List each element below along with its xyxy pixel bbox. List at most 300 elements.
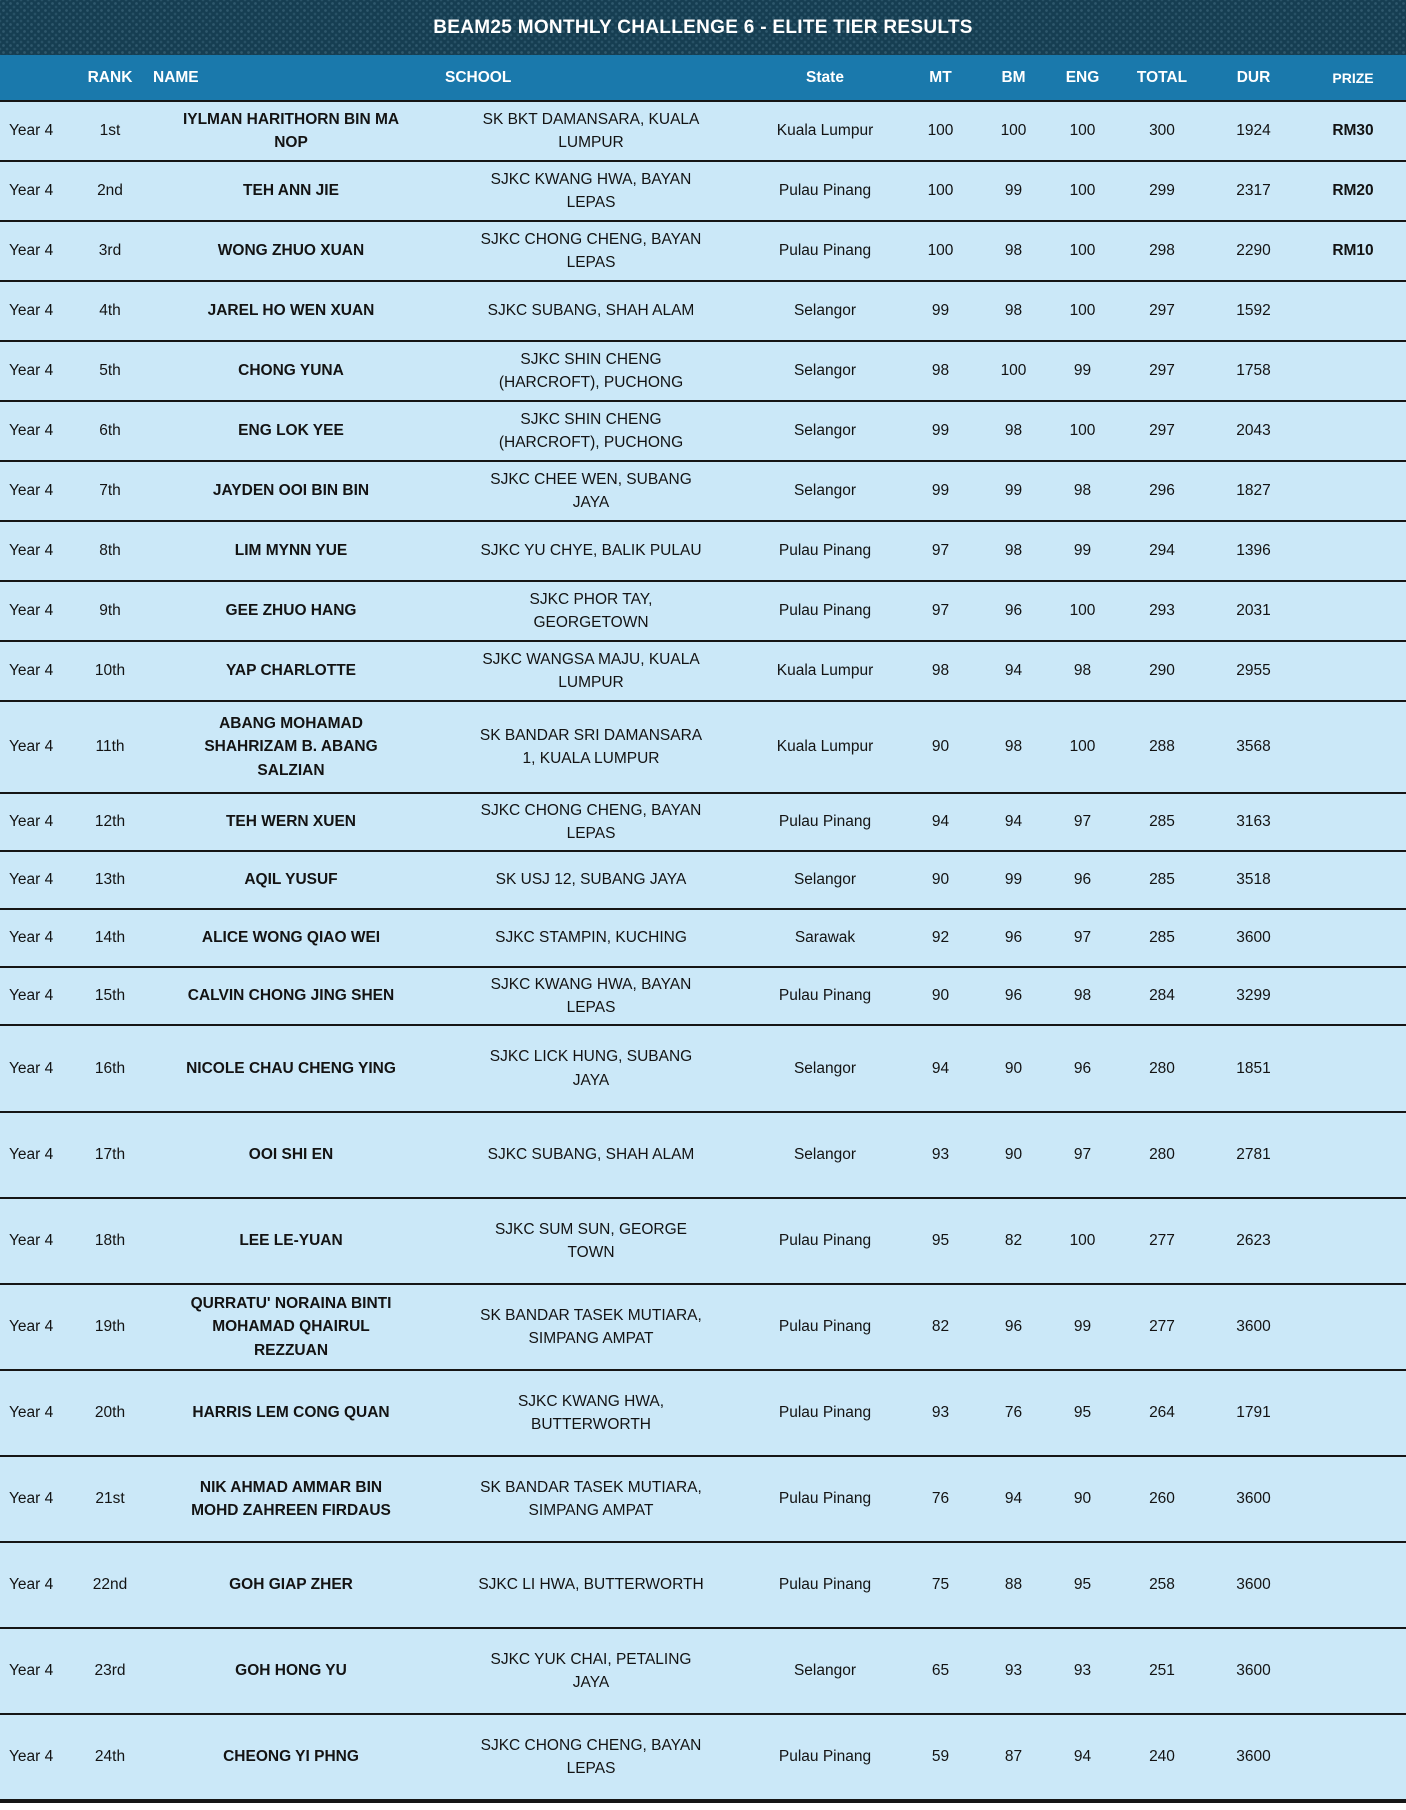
cell-eng: 94 — [1073, 1748, 1092, 1766]
cell-rank: 9th — [99, 602, 121, 620]
cell-dur: 3600 — [1236, 1576, 1271, 1594]
cell-name: CALVIN CHONG JING SHEN — [187, 987, 395, 1005]
cell-eng: 99 — [1073, 1318, 1092, 1336]
cell-prize: RM30 — [1332, 122, 1374, 140]
cell-year: Year 4 — [9, 871, 54, 889]
cell-state: Selangor — [793, 1662, 857, 1680]
table-row — [0, 280, 1406, 340]
cell-total: 280 — [1149, 1146, 1175, 1164]
header-dur: DUR — [1236, 68, 1271, 86]
cell-state: Pulau Pinang — [778, 182, 872, 200]
cell-rank: 18th — [94, 1232, 126, 1250]
cell-school: SJKC KWANG HWA, BAYAN LEPAS — [490, 975, 692, 1016]
cell-school: SK BKT DAMANSARA, KUALA LUMPUR — [482, 110, 700, 151]
cell-eng: 100 — [1069, 602, 1096, 620]
cell-prize — [1300, 1715, 1406, 1799]
table-row — [0, 580, 1406, 640]
cell-name: TEH WERN XUEN — [225, 813, 357, 831]
cell-year: Year 4 — [9, 302, 54, 320]
cell-bm: 93 — [1004, 1662, 1023, 1680]
cell-rank: 2nd — [97, 182, 123, 200]
cell-bm: 100 — [1000, 122, 1027, 140]
cell-dur: 1924 — [1236, 122, 1271, 140]
header-total: TOTAL — [1136, 68, 1188, 86]
cell-mt: 90 — [931, 987, 950, 1005]
cell-dur: 3600 — [1236, 929, 1271, 947]
cell-school: SJKC YUK CHAI, PETALING JAYA — [490, 1650, 692, 1691]
cell-school: SJKC SUM SUN, GEORGE TOWN — [494, 1220, 688, 1261]
header-rank: RANK — [87, 68, 133, 86]
cell-state: Pulau Pinang — [778, 813, 872, 831]
cell-mt: 100 — [927, 122, 954, 140]
cell-mt: 98 — [931, 662, 950, 680]
cell-eng: 100 — [1069, 422, 1096, 440]
cell-school: SK BANDAR TASEK MUTIARA, SIMPANG AMPAT — [480, 1306, 702, 1347]
cell-dur: 3600 — [1236, 1662, 1271, 1680]
cell-state: Selangor — [793, 482, 857, 500]
cell-prize — [1300, 968, 1406, 1024]
cell-total: 277 — [1149, 1318, 1175, 1336]
cell-eng: 98 — [1073, 987, 1092, 1005]
cell-bm: 98 — [1004, 738, 1023, 756]
cell-state: Selangor — [793, 1146, 857, 1164]
cell-year: Year 4 — [9, 1748, 54, 1766]
cell-name: JAREL HO WEN XUAN — [207, 302, 375, 320]
cell-state: Kuala Lumpur — [776, 122, 874, 140]
cell-prize — [1300, 522, 1406, 580]
table-header — [0, 55, 1406, 100]
cell-dur: 2290 — [1236, 242, 1271, 260]
page-title: BEAM25 MONTHLY CHALLENGE 6 - ELITE TIER RESULTS — [433, 16, 973, 38]
cell-prize — [1300, 1543, 1406, 1627]
cell-mt: 75 — [931, 1576, 950, 1594]
cell-mt: 65 — [931, 1662, 950, 1680]
cell-name: ENG LOK YEE — [238, 422, 344, 440]
cell-bm: 82 — [1004, 1232, 1023, 1250]
cell-name: TEH ANN JIE — [243, 182, 339, 200]
cell-prize — [1300, 702, 1406, 792]
cell-dur: 2623 — [1236, 1232, 1271, 1250]
cell-prize — [1300, 1285, 1406, 1369]
cell-eng: 99 — [1073, 362, 1092, 380]
cell-school: SK BANDAR SRI DAMANSARA 1, KUALA LUMPUR — [479, 726, 703, 767]
cell-dur: 3600 — [1236, 1748, 1271, 1766]
cell-mt: 82 — [931, 1318, 950, 1336]
cell-prize — [1300, 1199, 1406, 1283]
table-row — [0, 1455, 1406, 1541]
cell-year: Year 4 — [9, 362, 54, 380]
cell-bm: 99 — [1004, 482, 1023, 500]
cell-mt: 100 — [927, 182, 954, 200]
header-mt: MT — [929, 68, 952, 86]
table-row — [0, 1024, 1406, 1111]
cell-total: 277 — [1149, 1232, 1175, 1250]
cell-rank: 14th — [94, 929, 126, 947]
cell-dur: 3568 — [1236, 738, 1271, 756]
cell-total: 258 — [1149, 1576, 1175, 1594]
cell-year: Year 4 — [9, 1318, 54, 1336]
table-row — [0, 160, 1406, 220]
cell-bm: 96 — [1004, 602, 1023, 620]
cell-dur: 3163 — [1236, 813, 1271, 831]
cell-dur: 1592 — [1236, 302, 1271, 320]
cell-prize — [1300, 1113, 1406, 1197]
cell-school: SJKC WANGSA MAJU, KUALA LUMPUR — [482, 650, 700, 691]
cell-school: SJKC CHONG CHENG, BAYAN LEPAS — [480, 230, 702, 271]
cell-rank: 4th — [99, 302, 121, 320]
cell-year: Year 4 — [9, 987, 54, 1005]
cell-school: SJKC CHONG CHENG, BAYAN LEPAS — [480, 801, 702, 842]
cell-prize — [1300, 1026, 1406, 1111]
cell-year: Year 4 — [9, 422, 54, 440]
cell-bm: 94 — [1004, 1490, 1023, 1508]
cell-year: Year 4 — [9, 542, 54, 560]
table-body — [0, 100, 1406, 1803]
table-row — [0, 850, 1406, 908]
cell-state: Pulau Pinang — [778, 987, 872, 1005]
cell-school: SJKC KWANG HWA, BAYAN LEPAS — [490, 170, 692, 211]
header-school: SCHOOL — [445, 68, 512, 86]
cell-rank: 3rd — [98, 242, 122, 260]
cell-state: Selangor — [793, 362, 857, 380]
cell-bm: 87 — [1004, 1748, 1023, 1766]
cell-bm: 96 — [1004, 1318, 1023, 1336]
cell-state: Selangor — [793, 422, 857, 440]
table-row — [0, 220, 1406, 280]
cell-mt: 95 — [931, 1232, 950, 1250]
cell-total: 260 — [1149, 1490, 1175, 1508]
cell-year: Year 4 — [9, 122, 54, 140]
cell-year: Year 4 — [9, 602, 54, 620]
cell-state: Pulau Pinang — [778, 1748, 872, 1766]
cell-name: HARRIS LEM CONG QUAN — [192, 1404, 390, 1422]
cell-dur: 1791 — [1236, 1404, 1271, 1422]
cell-total: 293 — [1149, 602, 1175, 620]
cell-prize — [1300, 852, 1406, 908]
cell-state: Selangor — [793, 871, 857, 889]
cell-eng: 100 — [1069, 302, 1096, 320]
cell-name: ALICE WONG QIAO WEI — [201, 929, 381, 947]
cell-rank: 24th — [94, 1748, 126, 1766]
cell-rank: 6th — [99, 422, 121, 440]
cell-bm: 99 — [1004, 871, 1023, 889]
cell-rank: 7th — [99, 482, 121, 500]
cell-dur: 1827 — [1236, 482, 1271, 500]
header-eng: ENG — [1065, 68, 1100, 86]
cell-total: 296 — [1149, 482, 1175, 500]
cell-school: SJKC LI HWA, BUTTERWORTH — [478, 1576, 704, 1594]
cell-eng: 100 — [1069, 242, 1096, 260]
table-row — [0, 966, 1406, 1024]
cell-mt: 100 — [927, 242, 954, 260]
cell-rank: 12th — [94, 813, 126, 831]
cell-state: Kuala Lumpur — [776, 738, 874, 756]
cell-name: JAYDEN OOI BIN BIN — [212, 482, 370, 500]
cell-name: ABANG MOHAMAD SHAHRIZAM B. ABANG SALZIAN — [204, 715, 378, 779]
cell-prize — [1300, 910, 1406, 966]
cell-mt: 99 — [931, 422, 950, 440]
cell-mt: 93 — [931, 1146, 950, 1164]
cell-total: 288 — [1149, 738, 1175, 756]
cell-name: GEE ZHUO HANG — [225, 602, 357, 620]
cell-bm: 94 — [1004, 813, 1023, 831]
cell-eng: 93 — [1073, 1662, 1092, 1680]
cell-dur: 2031 — [1236, 602, 1271, 620]
cell-school: SK BANDAR TASEK MUTIARA, SIMPANG AMPAT — [480, 1478, 702, 1519]
cell-eng: 96 — [1073, 1059, 1092, 1077]
cell-name: CHEONG YI PHNG — [223, 1748, 359, 1766]
cell-state: Pulau Pinang — [778, 1576, 872, 1594]
cell-state: Sarawak — [794, 929, 856, 947]
table-row — [0, 1369, 1406, 1455]
cell-eng: 99 — [1073, 542, 1092, 560]
cell-school: SJKC CHONG CHENG, BAYAN LEPAS — [480, 1736, 702, 1777]
cell-bm: 100 — [1000, 362, 1027, 380]
table-row — [0, 640, 1406, 700]
cell-rank: 13th — [94, 871, 126, 889]
cell-state: Pulau Pinang — [778, 602, 872, 620]
cell-name: NIK AHMAD AMMAR BIN MOHD ZAHREEN FIRDAUS — [191, 1478, 391, 1519]
table-row — [0, 908, 1406, 966]
cell-total: 284 — [1149, 987, 1175, 1005]
cell-prize — [1300, 642, 1406, 700]
cell-eng: 95 — [1073, 1576, 1092, 1594]
cell-school: SJKC SHIN CHENG (HARCROFT), PUCHONG — [498, 410, 684, 451]
header-name: NAME — [153, 68, 199, 86]
table-row — [0, 1627, 1406, 1713]
table-row — [0, 1197, 1406, 1283]
cell-year: Year 4 — [9, 813, 54, 831]
cell-year: Year 4 — [9, 662, 54, 680]
cell-bm: 98 — [1004, 422, 1023, 440]
header-year — [0, 55, 72, 100]
cell-total: 285 — [1149, 871, 1175, 889]
cell-school: SJKC KWANG HWA, BUTTERWORTH — [517, 1392, 665, 1433]
cell-dur: 3600 — [1236, 1318, 1271, 1336]
cell-dur: 3600 — [1236, 1490, 1271, 1508]
cell-total: 297 — [1149, 362, 1175, 380]
table-row — [0, 460, 1406, 520]
cell-school: SJKC CHEE WEN, SUBANG JAYA — [490, 470, 692, 511]
cell-rank: 19th — [94, 1318, 126, 1336]
cell-year: Year 4 — [9, 182, 54, 200]
cell-total: 285 — [1149, 929, 1175, 947]
header-bm: BM — [1001, 68, 1026, 86]
cell-year: Year 4 — [9, 929, 54, 947]
cell-school: SJKC SHIN CHENG (HARCROFT), PUCHONG — [498, 350, 684, 391]
cell-state: Pulau Pinang — [778, 1232, 872, 1250]
cell-eng: 97 — [1073, 929, 1092, 947]
cell-year: Year 4 — [9, 1490, 54, 1508]
cell-total: 280 — [1149, 1059, 1175, 1077]
cell-bm: 96 — [1004, 987, 1023, 1005]
cell-state: Pulau Pinang — [778, 1404, 872, 1422]
cell-dur: 1851 — [1236, 1059, 1271, 1077]
cell-mt: 94 — [931, 813, 950, 831]
table-row — [0, 400, 1406, 460]
cell-mt: 97 — [931, 602, 950, 620]
cell-total: 290 — [1149, 662, 1175, 680]
cell-mt: 90 — [931, 871, 950, 889]
cell-rank: 10th — [94, 662, 126, 680]
cell-total: 264 — [1149, 1404, 1175, 1422]
cell-bm: 90 — [1004, 1059, 1023, 1077]
cell-school: SJKC STAMPIN, KUCHING — [495, 929, 687, 947]
cell-rank: 16th — [94, 1059, 126, 1077]
cell-year: Year 4 — [9, 1404, 54, 1422]
cell-eng: 96 — [1073, 871, 1092, 889]
cell-dur: 2043 — [1236, 422, 1271, 440]
cell-rank: 15th — [94, 987, 126, 1005]
cell-rank: 17th — [94, 1146, 126, 1164]
cell-dur: 1758 — [1236, 362, 1271, 380]
cell-mt: 59 — [931, 1748, 950, 1766]
cell-prize — [1300, 1457, 1406, 1541]
cell-rank: 5th — [99, 362, 121, 380]
table-row — [0, 100, 1406, 160]
cell-name: GOH GIAP ZHER — [229, 1576, 353, 1594]
cell-year: Year 4 — [9, 1576, 54, 1594]
cell-total: 240 — [1149, 1748, 1175, 1766]
cell-dur: 2781 — [1236, 1146, 1271, 1164]
cell-name: QURRATU' NORAINA BINTI MOHAMAD QHAIRUL REZZUAN — [190, 1295, 392, 1359]
cell-bm: 90 — [1004, 1146, 1023, 1164]
cell-eng: 98 — [1073, 662, 1092, 680]
cell-dur: 2955 — [1236, 662, 1271, 680]
cell-total: 294 — [1149, 542, 1175, 560]
cell-total: 297 — [1149, 302, 1175, 320]
cell-mt: 76 — [931, 1490, 950, 1508]
cell-year: Year 4 — [9, 482, 54, 500]
cell-school: SJKC PHOR TAY, GEORGETOWN — [529, 590, 653, 631]
cell-eng: 100 — [1069, 738, 1096, 756]
cell-rank: 20th — [94, 1404, 126, 1422]
cell-mt: 97 — [931, 542, 950, 560]
cell-state: Selangor — [793, 1059, 857, 1077]
cell-total: 300 — [1149, 122, 1175, 140]
cell-school: SJKC LICK HUNG, SUBANG JAYA — [489, 1048, 693, 1089]
table-row — [0, 1541, 1406, 1627]
cell-prize: RM20 — [1332, 182, 1374, 200]
cell-dur: 1396 — [1236, 542, 1271, 560]
cell-prize — [1300, 402, 1406, 460]
cell-bm: 94 — [1004, 662, 1023, 680]
cell-name: AQIL YUSUF — [244, 871, 338, 889]
cell-year: Year 4 — [9, 1232, 54, 1250]
cell-state: Pulau Pinang — [778, 1318, 872, 1336]
cell-state: Kuala Lumpur — [776, 662, 874, 680]
cell-name: CHONG YUNA — [238, 362, 344, 380]
cell-eng: 100 — [1069, 1232, 1096, 1250]
table-row — [0, 700, 1406, 792]
cell-rank: 11th — [95, 738, 125, 756]
cell-name: LEE LE-YUAN — [239, 1232, 343, 1250]
table-row — [0, 1111, 1406, 1197]
cell-name: OOI SHI EN — [248, 1146, 334, 1164]
table-row — [0, 1713, 1406, 1799]
cell-eng: 100 — [1069, 122, 1096, 140]
cell-eng: 98 — [1073, 482, 1092, 500]
cell-dur: 2317 — [1236, 182, 1271, 200]
table-row — [0, 1283, 1406, 1369]
cell-total: 285 — [1149, 813, 1175, 831]
cell-prize — [1300, 282, 1406, 340]
cell-eng: 90 — [1073, 1490, 1092, 1508]
cell-school: SJKC SUBANG, SHAH ALAM — [487, 1146, 695, 1164]
cell-year: Year 4 — [9, 1146, 54, 1164]
cell-name: NICOLE CHAU CHENG YING — [186, 1059, 396, 1077]
cell-rank: 1st — [99, 122, 121, 140]
cell-rank: 22nd — [92, 1576, 128, 1594]
cell-total: 251 — [1149, 1662, 1175, 1680]
header-prize: PRIZE — [1332, 69, 1374, 86]
header-state: State — [806, 68, 844, 86]
cell-prize — [1300, 1371, 1406, 1455]
cell-state: Pulau Pinang — [778, 1490, 872, 1508]
cell-mt: 92 — [931, 929, 950, 947]
cell-bm: 98 — [1004, 242, 1023, 260]
cell-bm: 76 — [1004, 1404, 1023, 1422]
cell-dur: 3518 — [1236, 871, 1271, 889]
cell-prize — [1300, 794, 1406, 850]
cell-eng: 100 — [1069, 182, 1096, 200]
cell-prize — [1300, 342, 1406, 400]
cell-eng: 97 — [1073, 1146, 1092, 1164]
cell-state: Selangor — [793, 302, 857, 320]
cell-rank: 23rd — [94, 1662, 126, 1680]
cell-bm: 96 — [1004, 929, 1023, 947]
cell-name: IYLMAN HARITHORN BIN MA NOP — [182, 110, 400, 151]
cell-name: YAP CHARLOTTE — [225, 662, 357, 680]
cell-total: 297 — [1149, 422, 1175, 440]
title-bar — [0, 0, 1406, 55]
cell-bm: 99 — [1004, 182, 1023, 200]
cell-bm: 88 — [1004, 1576, 1023, 1594]
cell-name: WONG ZHUO XUAN — [217, 242, 365, 260]
cell-prize — [1300, 582, 1406, 640]
cell-mt: 93 — [931, 1404, 950, 1422]
cell-name: LIM MYNN YUE — [234, 542, 348, 560]
cell-bm: 98 — [1004, 542, 1023, 560]
cell-year: Year 4 — [9, 1662, 54, 1680]
table-row — [0, 792, 1406, 850]
cell-prize: RM10 — [1332, 242, 1374, 260]
cell-school: SJKC YU CHYE, BALIK PULAU — [480, 542, 702, 560]
cell-rank: 8th — [99, 542, 121, 560]
cell-year: Year 4 — [9, 1059, 54, 1077]
cell-prize — [1300, 462, 1406, 520]
cell-bm: 98 — [1004, 302, 1023, 320]
cell-mt: 99 — [931, 482, 950, 500]
cell-year: Year 4 — [9, 242, 54, 260]
cell-mt: 98 — [931, 362, 950, 380]
cell-state: Pulau Pinang — [778, 542, 872, 560]
cell-name: GOH HONG YU — [235, 1662, 347, 1680]
cell-total: 299 — [1149, 182, 1175, 200]
table-row — [0, 340, 1406, 400]
cell-eng: 97 — [1073, 813, 1092, 831]
cell-year: Year 4 — [9, 738, 54, 756]
cell-eng: 95 — [1073, 1404, 1092, 1422]
cell-total: 298 — [1149, 242, 1175, 260]
cell-rank: 21st — [95, 1490, 125, 1508]
cell-mt: 94 — [931, 1059, 950, 1077]
cell-state: Pulau Pinang — [778, 242, 872, 260]
cell-dur: 3299 — [1236, 987, 1271, 1005]
cell-mt: 99 — [931, 302, 950, 320]
table-row — [0, 520, 1406, 580]
cell-mt: 90 — [931, 738, 950, 756]
